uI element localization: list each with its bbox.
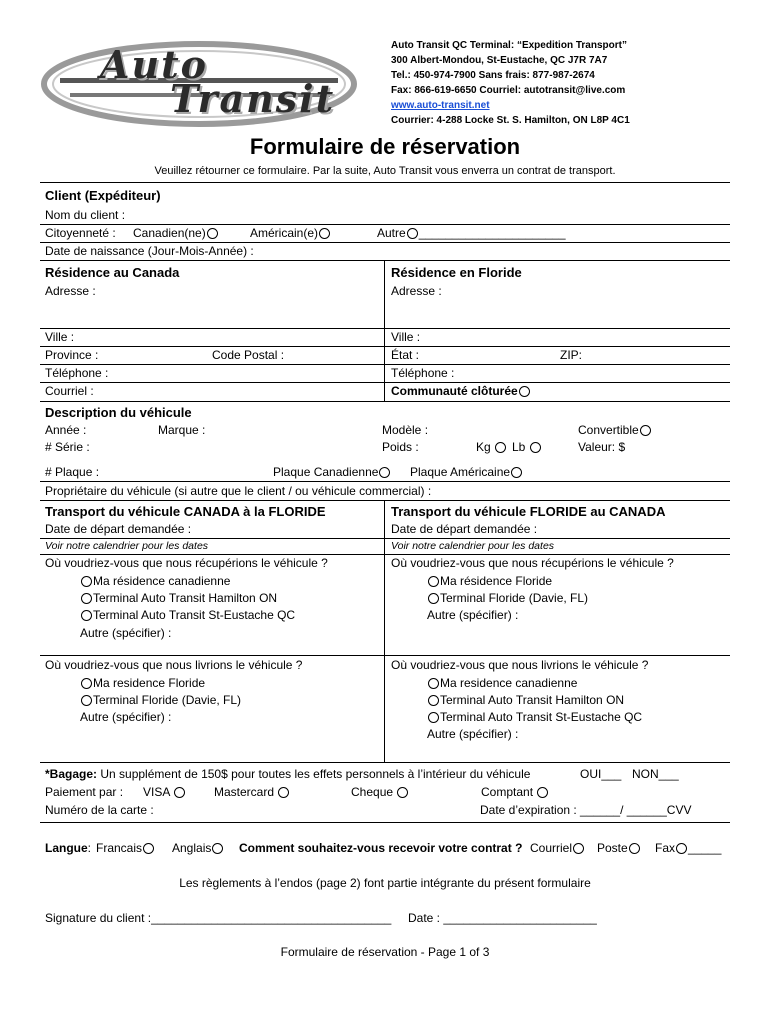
contract-email-option[interactable] [530, 841, 585, 855]
lb-label: Lb [512, 440, 526, 454]
card-expiry-label[interactable]: Date d’expiration : ______/ ______CVV [480, 803, 692, 817]
ca-fl-delivery-option[interactable] [80, 676, 205, 690]
convertible-option[interactable] [578, 423, 652, 437]
gated-radio[interactable] [519, 386, 530, 397]
gated-community[interactable] [391, 384, 531, 398]
ca-city-label[interactable]: Ville : [45, 330, 75, 344]
option-label: Ma residence Floride [93, 676, 206, 690]
rules-notice: Les règlements à l’endos (page 2) font partie intégrante du présent formulaire [179, 876, 591, 890]
baggage-row [45, 767, 530, 781]
fl-ca-pickup-option[interactable] [427, 574, 552, 588]
option-label: Terminal Floride (Davie, FL) [93, 693, 242, 707]
contract-mail-label: Poste [597, 841, 628, 855]
dob-label[interactable]: Date de naissance (Jour-Mois-Année) : [45, 244, 254, 258]
visa-radio[interactable] [174, 787, 185, 798]
delivery-radio[interactable] [428, 678, 439, 689]
american-label: Américain(e) [250, 226, 319, 240]
fl-ca-delivery-other[interactable]: Autre (spécifier) : [427, 727, 519, 741]
divider [40, 538, 730, 539]
divider [40, 328, 730, 329]
fl-zip-label[interactable]: ZIP: [560, 348, 583, 362]
cash-radio[interactable] [537, 787, 548, 798]
vehicle-serial-label[interactable]: # Série : [45, 440, 90, 454]
contract-email-label: Courriel [530, 841, 573, 855]
delivery-radio[interactable] [428, 712, 439, 723]
ca-fl-pickup-option[interactable] [80, 574, 230, 588]
divider [40, 224, 730, 225]
vehicle-value-label[interactable]: Valeur: $ [578, 440, 626, 454]
ca-fl-delivery-option[interactable] [80, 693, 241, 707]
contract-mail-option[interactable] [597, 841, 641, 855]
fl-phone-label[interactable]: Téléphone : [391, 366, 455, 380]
plate-us-label: Plaque Américaine [410, 465, 511, 479]
option-label: Ma résidence Floride [440, 574, 553, 588]
company-address: 300 Albert-Mondou, St-Eustache, QC J7R 7A7 [391, 55, 608, 66]
divider [40, 762, 730, 763]
divider [40, 655, 730, 656]
option-label: Ma residence canadienne [440, 676, 578, 690]
citizenship-canadian[interactable] [133, 226, 219, 240]
vehicle-make-label[interactable]: Marque : [158, 423, 206, 437]
ca-phone-label[interactable]: Téléphone : [45, 366, 109, 380]
fl-ca-calendar-note: Voir notre calendrier pour les dates [391, 540, 555, 552]
company-mail-address: Courrier: 4-288 Locke St. S. Hamilton, ON L8P 4C1 [391, 115, 630, 126]
vehicle-weight-label[interactable]: Poids : [382, 440, 419, 454]
plate-ca-label: Plaque Canadienne [273, 465, 379, 479]
transport-fl-ca-header: Transport du véhicule FLORIDE au CANADA [391, 504, 666, 519]
form-title: Formulaire de réservation [249, 134, 521, 159]
contract-fax-label: Fax [655, 841, 676, 855]
column-divider [384, 500, 385, 762]
plate-ca-radio[interactable] [379, 467, 390, 478]
residence-florida-header: Résidence en Floride [391, 265, 522, 280]
ca-email-label[interactable]: Courriel : [45, 384, 94, 398]
ca-fl-delivery-other[interactable]: Autre (spécifier) : [80, 710, 172, 724]
company-line1: Auto Transit QC Terminal: “Expedition Transport” [391, 40, 627, 51]
american-radio[interactable] [319, 228, 330, 239]
baggage-no[interactable]: NON___ [632, 767, 679, 781]
kg-radio[interactable] [495, 442, 506, 453]
fl-ca-pickup-other[interactable]: Autre (spécifier) : [427, 608, 519, 622]
option-label: Terminal Auto Transit St-Eustache QC [440, 710, 643, 724]
fl-ca-departure-label[interactable]: Date de départ demandée : [391, 522, 538, 536]
ca-fl-calendar-note: Voir notre calendrier pour les dates [45, 540, 209, 552]
vehicle-plate-label[interactable]: # Plaque : [45, 465, 100, 479]
kg-label: Kg [476, 440, 491, 454]
weight-lb-option[interactable] [512, 440, 542, 454]
divider [40, 182, 730, 183]
divider [40, 346, 730, 347]
baggage-yes[interactable]: OUI___ [580, 767, 622, 781]
citizenship-other[interactable] [377, 226, 566, 240]
pay-visa-option[interactable] [143, 785, 186, 799]
mastercard-radio[interactable] [278, 787, 289, 798]
cash-label: Comptant [481, 785, 534, 799]
french-radio[interactable] [143, 843, 154, 854]
option-label: Terminal Auto Transit Hamilton ON [440, 693, 625, 707]
divider [40, 364, 730, 365]
english-radio[interactable] [212, 843, 223, 854]
canadian-radio[interactable] [207, 228, 218, 239]
french-label: Francais [96, 841, 143, 855]
company-info [391, 38, 630, 128]
convertible-label: Convertible [578, 423, 639, 437]
vehicle-header: Description du véhicule [45, 405, 192, 420]
divider [40, 242, 730, 243]
vehicle-owner-label[interactable]: Propriétaire du véhicule (si autre que le client / ou véhicule commercial) : [45, 484, 432, 498]
pay-by-label: Paiement par : [45, 785, 124, 799]
option-label: Terminal Floride (Davie, FL) [440, 591, 589, 605]
pickup-radio[interactable] [428, 593, 439, 604]
company-logo [40, 38, 358, 130]
page-footer: Formulaire de réservation - Page 1 of 3 [280, 945, 490, 959]
divider [40, 822, 730, 823]
ca-address-label[interactable]: Adresse : [45, 284, 96, 298]
vehicle-model-label[interactable]: Modèle : [382, 423, 429, 437]
ca-fl-departure-label[interactable]: Date de départ demandée : [45, 522, 192, 536]
plate-american-option[interactable] [410, 465, 523, 479]
vehicle-year-label[interactable]: Année : [45, 423, 87, 437]
contract-email-radio[interactable] [573, 843, 584, 854]
fl-ca-delivery-option[interactable] [427, 693, 624, 707]
convertible-radio[interactable] [640, 425, 651, 436]
logo-text-auto: Auto [100, 42, 209, 87]
language-row: Langue: [45, 841, 92, 855]
fl-ca-delivery-question: Où voudriez-vous que nous livrions le véhicule ? [391, 658, 649, 672]
pickup-radio[interactable] [81, 576, 92, 587]
contract-mail-radio[interactable] [629, 843, 640, 854]
divider [40, 260, 730, 261]
gated-label: Communauté clôturée [391, 384, 518, 398]
fl-ca-delivery-option[interactable] [427, 710, 642, 724]
citizenship-label: Citoyenneté : [45, 226, 116, 240]
fl-address-label[interactable]: Adresse : [391, 284, 442, 298]
divider [40, 481, 730, 482]
divider [40, 554, 730, 555]
option-label: Ma résidence canadienne [93, 574, 231, 588]
cheque-label: Cheque [351, 785, 394, 799]
pay-cheque-option[interactable] [351, 785, 409, 799]
baggage-label: *Bagage: [45, 767, 98, 781]
delivery-radio[interactable] [81, 695, 92, 706]
lb-radio[interactable] [530, 442, 541, 453]
pay-mastercard-option[interactable] [214, 785, 290, 799]
logo-text-transit: Transit [170, 76, 336, 121]
pickup-radio[interactable] [81, 610, 92, 621]
company-website-link[interactable]: www.auto-transit.net [391, 100, 490, 111]
language-label: Langue [45, 841, 88, 855]
pickup-radio[interactable] [428, 576, 439, 587]
signature-field[interactable]: Signature du client :____________________________________ [45, 911, 392, 925]
ca-fl-pickup-other[interactable]: Autre (spécifier) : [80, 626, 172, 640]
form-subtitle: Veuillez rétourner ce formulaire. Par la suite, Auto Transit vous enverra un contrat de transport. [154, 165, 616, 177]
ca-fl-pickup-question: Où voudriez-vous que nous récupérions le véhicule ? [45, 556, 328, 570]
language-french-option[interactable] [96, 841, 155, 855]
ca-fl-pickup-option[interactable] [80, 608, 295, 622]
fl-city-label[interactable]: Ville : [391, 330, 421, 344]
cheque-radio[interactable] [397, 787, 408, 798]
baggage-text: Un supplément de 150$ pour toutes les effets personnels à l’intérieur du véhicule [100, 767, 531, 781]
column-divider [384, 260, 385, 401]
weight-kg-option[interactable] [476, 440, 507, 454]
citizenship-american[interactable] [250, 226, 331, 240]
fl-ca-pickup-option[interactable] [427, 591, 588, 605]
divider [40, 382, 730, 383]
contract-question: Comment souhaitez-vous recevoir votre contrat ? [239, 841, 523, 855]
company-fax-email: Fax: 866-619-6650 Courriel: autotransit@live.com [391, 85, 626, 96]
company-phone: Tel.: 450-974-7900 Sans frais: 877-987-2674 [391, 70, 595, 81]
delivery-radio[interactable] [428, 695, 439, 706]
ca-postal-label[interactable]: Code Postal : [212, 348, 285, 362]
fl-ca-pickup-question: Où voudriez-vous que nous récupérions le véhicule ? [391, 556, 674, 570]
language-english-option[interactable] [172, 841, 224, 855]
plate-us-radio[interactable] [511, 467, 522, 478]
client-header: Client (Expéditeur) [45, 188, 161, 203]
transport-ca-fl-header: Transport du véhicule CANADA à la FLORIDE [45, 504, 326, 519]
contract-fax-radio[interactable] [676, 843, 687, 854]
other-line[interactable]: ______________________ [418, 226, 566, 240]
visa-label: VISA [143, 785, 170, 799]
english-label: Anglais [172, 841, 212, 855]
contract-fax-option[interactable] [655, 841, 721, 855]
divider [40, 401, 730, 402]
pickup-radio[interactable] [81, 593, 92, 604]
plate-canadian-option[interactable] [273, 465, 391, 479]
divider [40, 500, 730, 501]
other-label: Autre [377, 226, 406, 240]
fax-line[interactable]: _____ [688, 841, 722, 855]
client-name-label[interactable]: Nom du client : [45, 208, 126, 222]
ca-province-label[interactable]: Province : [45, 348, 99, 362]
fl-ca-delivery-option[interactable] [427, 676, 577, 690]
ca-fl-pickup-option[interactable] [80, 591, 277, 605]
fl-state-label[interactable]: État : [391, 348, 420, 362]
card-number-label[interactable]: Numéro de la carte : [45, 803, 154, 817]
option-label: Terminal Auto Transit St-Eustache QC [93, 608, 296, 622]
canadian-label: Canadien(ne) [133, 226, 206, 240]
ca-fl-delivery-question: Où voudriez-vous que nous livrions le véhicule ? [45, 658, 303, 672]
option-label: Terminal Auto Transit Hamilton ON [93, 591, 278, 605]
delivery-radio[interactable] [81, 678, 92, 689]
other-radio[interactable] [407, 228, 418, 239]
mastercard-label: Mastercard [214, 785, 275, 799]
pay-cash-option[interactable] [481, 785, 549, 799]
date-field[interactable]: Date : _______________________ [408, 911, 597, 925]
residence-canada-header: Résidence au Canada [45, 265, 180, 280]
